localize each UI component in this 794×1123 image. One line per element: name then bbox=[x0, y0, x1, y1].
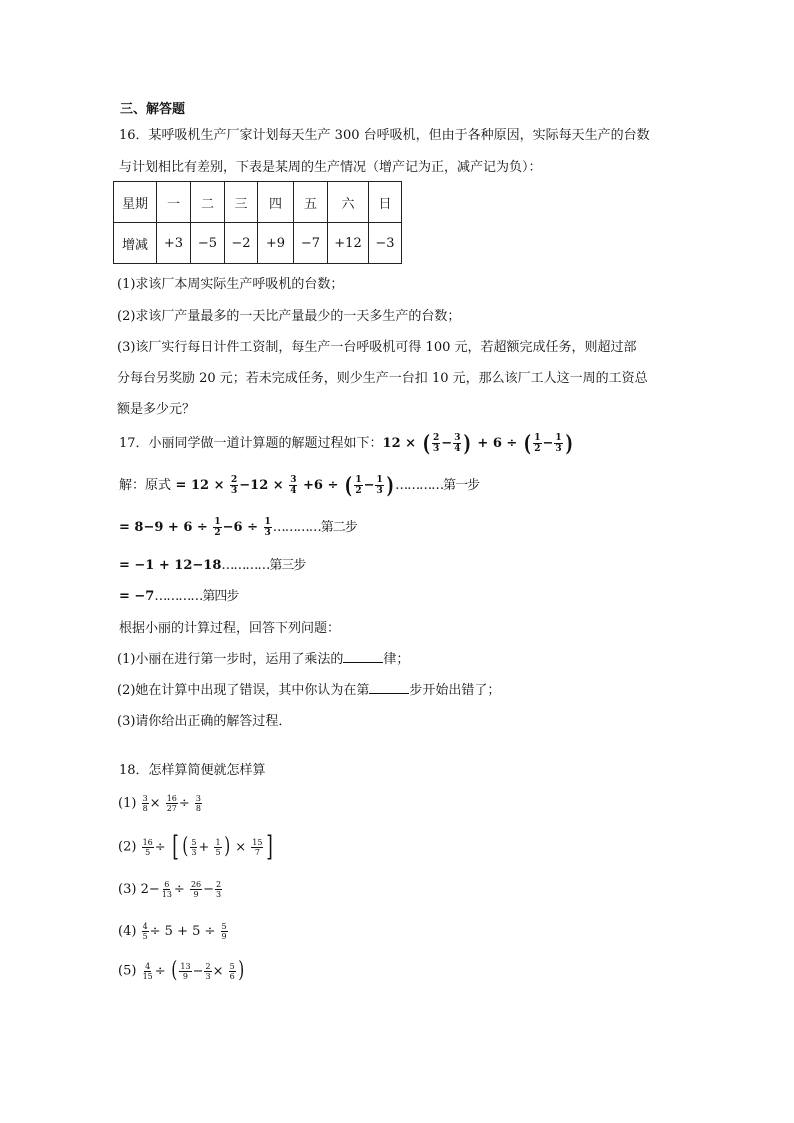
q17-step-2 bbox=[119, 516, 357, 538]
q17-step-3-label: …………第三步 bbox=[221, 558, 306, 573]
table-cell: 一 bbox=[157, 182, 191, 223]
table-cell: −2 bbox=[225, 223, 258, 264]
q18-item-5 bbox=[118, 960, 245, 982]
q17-step-3 bbox=[119, 554, 305, 573]
table-cell: 二 bbox=[191, 182, 225, 223]
q17-step-2-label: …………第二步 bbox=[272, 520, 357, 535]
q17-sub-1 bbox=[117, 648, 409, 667]
q17-sub-2-text-a: (2)她在计算中出现了错误，其中你认为在第 bbox=[117, 683, 370, 698]
q16-sub-3-line-3: 额是多少元？ bbox=[117, 402, 196, 417]
production-table bbox=[113, 181, 402, 264]
q17-step-4-expr: = −7 bbox=[119, 589, 155, 604]
q16-sub-2: (2)求该厂产量最多的一天比产量最少的一天多生产的台数； bbox=[117, 309, 461, 324]
q18-item-label: (5) bbox=[118, 963, 137, 979]
table-cell: 增减 bbox=[114, 223, 157, 264]
q17-step-4 bbox=[119, 585, 238, 604]
q17-step-1-expr: = 12 × $\frac{2}{3}$ −12 × $\frac{3}{4}$ +6 ÷ ( $\frac{1}{2}$ − $\frac{1}{3}$ ) bbox=[171, 472, 394, 499]
q18-item-5-expr: $\frac{4}{15}$ ÷ ( $\frac{13}{9}$ − $\frac{2}{3}$ × $\frac{5}{6}$ ) bbox=[142, 958, 244, 983]
table-cell: 日 bbox=[369, 182, 402, 223]
q17-step-1 bbox=[119, 474, 479, 497]
table-row bbox=[114, 223, 402, 264]
q18-item-4-expr: $\frac{4}{5}$ ÷ 5 + 5 ÷ $\frac{5}{9}$ bbox=[142, 922, 227, 941]
table-cell: −5 bbox=[191, 223, 225, 264]
q16-line-1: 16．某呼吸机生产厂家计划每天生产 300 台呼吸机，但由于各种原因，实际每天生产的台数 bbox=[119, 128, 650, 143]
table-cell: +12 bbox=[328, 223, 369, 264]
q18-item-2-expr: $\frac{16}{5}$ ÷ [ ( $\frac{5}{3}$ + $\frac{1}{5}$ ) × $\frac{15}{7}$ ] bbox=[142, 830, 274, 863]
q16-sub-3-line-1: (3)该厂实行每日计件工资制，每生产一台呼吸机可得 100 元，若超额完成任务，则超过部 bbox=[117, 340, 637, 355]
q17-intro-text: 17．小丽同学做一道计算题的解题过程如下： bbox=[119, 436, 383, 451]
q16-line-2: 与计划相比有差别，下表是某周的生产情况（增产记为正，减产记为负）： bbox=[119, 160, 542, 175]
answer-blank[interactable] bbox=[343, 650, 383, 663]
q18-item-1 bbox=[118, 794, 203, 813]
q18-item-label: (2) bbox=[118, 839, 137, 855]
q18-item-3 bbox=[118, 880, 223, 899]
table-cell: +3 bbox=[157, 223, 191, 264]
q17-step-1-label: …………第一步 bbox=[395, 478, 480, 493]
q16-sub-3-line-2: 分每台另奖励 20 元；若未完成任务，则少生产一台扣 10 元，那么该厂工人这一周的工资总 bbox=[117, 371, 648, 386]
q17-expression: 12 × ( $\frac{2}{3}$ − $\frac{3}{4}$ ) + 6 ÷ ( $\frac{1}{2}$ − $\frac{1}{3}$ ) bbox=[382, 430, 573, 457]
section-title: 三、解答题 bbox=[120, 102, 186, 117]
q17-intro bbox=[119, 432, 574, 455]
table-cell: 四 bbox=[258, 182, 294, 223]
q18-item-4 bbox=[118, 922, 229, 941]
table-cell: 星期 bbox=[114, 182, 157, 223]
answer-blank[interactable] bbox=[369, 681, 409, 694]
q18-item-label: (4) bbox=[118, 924, 137, 939]
q18-item-label: (1) bbox=[118, 796, 137, 811]
q17-step-2-expr: = 8−9 + 6 ÷ $\frac{1}{2}$ −6 ÷ $\frac{1}{3}$ bbox=[119, 517, 271, 538]
q16-sub-1: (1)求该厂本周实际生产呼吸机的台数； bbox=[117, 277, 344, 292]
q17-step-3-expr: = −1 + 12−18 bbox=[119, 558, 222, 573]
q17-sub-2 bbox=[117, 679, 500, 698]
table-cell: 三 bbox=[225, 182, 258, 223]
q17-sub-1-text-a: (1)小丽在进行第一步时，运用了乘法的 bbox=[117, 652, 344, 667]
table-cell: 五 bbox=[294, 182, 328, 223]
q18-item-2 bbox=[118, 830, 275, 863]
q17-step-1-prefix: 解：原式 bbox=[119, 478, 172, 493]
q17-sub-1-text-b: 律； bbox=[383, 652, 410, 667]
q18-item-1-expr: $\frac{3}{8}$ × $\frac{16}{27}$ ÷ $\frac{3}{8}$ bbox=[142, 794, 201, 813]
q17-sub-3: (3)请你给出正确的解答过程． bbox=[117, 714, 292, 729]
table-cell: 六 bbox=[328, 182, 369, 223]
table-cell: −3 bbox=[369, 223, 402, 264]
table-cell: −7 bbox=[294, 223, 328, 264]
q18-item-3-expr: 2− $\frac{6}{13}$ ÷ $\frac{26}{9}$ − $\frac{2}{3}$ bbox=[140, 880, 222, 899]
table-row bbox=[114, 182, 402, 223]
q17-prompt: 根据小丽的计算过程，回答下列问题： bbox=[119, 621, 341, 636]
q17-sub-2-text-b: 步开始出错了； bbox=[409, 683, 501, 698]
q17-step-4-label: …………第四步 bbox=[154, 589, 239, 604]
table-cell: +9 bbox=[258, 223, 294, 264]
q18-title: 18．怎样算简便就怎样算 bbox=[119, 763, 266, 778]
q18-item-label: (3) bbox=[118, 882, 137, 897]
